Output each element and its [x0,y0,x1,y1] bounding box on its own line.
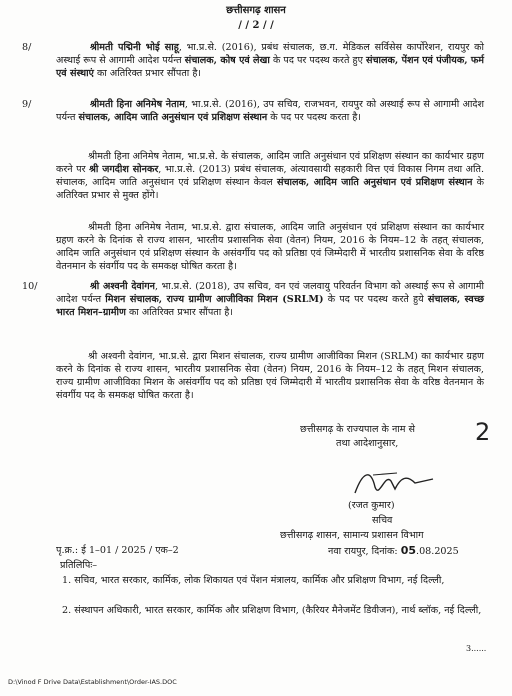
endorsement-number [56,545,179,557]
paragraph-text: के पद पर पदस्थ करते हुए [269,55,366,67]
paragraph-number: 9/ [22,99,32,110]
officer-name: श्रीमती पद्मिनी भोई साहू [90,42,179,53]
paragraph-number: 8/ [22,42,32,53]
paragraph-9 [22,98,485,124]
paragraph-9-declaration: श्रीमती हिना अनिमेष नेताम, भा.प्र.से. द्वारा संचालक, आदिम जाति अनुसंधान एवं प्रशिक्षण संस्थान का कार्यभार ग्रहण करने के दिनांक से राज्य शासन, भारतीय प्रशासनिक सेवा (वेतन) नियम, 2016 के नियम–12 के तहत् संचालक, आदिम जाति अनुसंधान एवं प्रशिक्षण संस्थान के असंवर्गीय पद को प्रतिष्ठा एवं जिम्मेदारी में भारतीय प्रशासनिक सेवा के वरिष्ठ वेतनमान के संवर्गीय पद के समकक्ष घोषित करता है। [56,222,484,273]
endorsement-prefix: पृ.क्र.: ई 1–01 / [56,545,119,556]
paragraph-10-declaration: श्री अश्वनी देवांगन, भा.प्र.से. द्वारा मिशन संचालक, राज्य ग्रामीण आजीविका मिशन (SRLM) का कार्यभार ग्रहण करने के दिनांक से राज्य शासन, भारतीय प्रशासनिक सेवा (वेतन) नियम, 2016 के नियम–12 के तहत् मिशन संचालक, राज्य ग्रामीण आजीविका मिशन के असंवर्गीय पद को प्रतिष्ठा एवं जिम्मेदारी में भारतीय प्रशासनिक सेवा के वरिष्ठ वेतनमान के संवर्गीय पद के समकक्ष घोषित करता है। [56,351,484,402]
file-path: D:\Vinod F Drive Data\Establishment\Order-IAS.DOC [8,678,177,686]
paragraph-text: , भा.प्र.से. (2013) प्रबंध संचालक, अंत्यावसायी सहकारी वित्त एवं विकास निगम तथा अति. संचालक, आदिम जाति अनुसंधान एवं प्रशिक्षण संस्थान केवल [56,164,485,189]
post-name: संचालक, स्वच्छ भारत मिशन–ग्रामीण [56,294,484,319]
order-line: तथा आदेशानुसार, [336,438,399,449]
department-line: छत्तीसगढ़ शासन, सामान्य प्रशासन विभाग [280,530,424,541]
copy-item-2: 2. संस्थापन अधिकारी, भारत सरकार, कार्मिक और प्रशिक्षण विभाग, (कैरियर मैनेजमेंट डिवीजन), नार्थ ब्लॉक, नई दिल्ली, [62,605,482,616]
post-name: संचालक, कोष एवं लेखा [184,55,270,67]
paragraph-text: का अतिरिक्त प्रभार सौंपता है। [93,68,202,80]
next-page-marker: 3...... [466,644,487,653]
officer-name: श्री जगदीश सोनकर [89,164,159,176]
signatory-designation: सचिव [372,515,393,526]
paragraph-text: के पद पर पदस्थ करते हुये [323,294,428,306]
paragraph-number: 10/ [22,281,38,292]
post-name: मिशन संचालक, राज्य ग्रामीण आजीविका मिशन (SRLM) [105,294,324,306]
copy-item-1: 1. सचिव, भारत सरकार, कार्मिक, लोक शिकायत एवं पेंशन मंत्रालय, कार्मिक और प्रशिक्षण विभाग, नई दिल्ली, [62,575,445,586]
paragraph-8 [22,41,485,80]
paragraph-text: का अतिरिक्त प्रभार सौंपता है। [125,307,234,319]
paragraph-text: , भा.प्र.से. (2016), प्रबंध संचालक, छ.ग. मेडिकल सर्विसेस कार्पोरेशन, रायपुर को अस्थाई रूप से आगामी आदेश पर्यन्त [56,42,484,67]
paragraph-text: श्रीमती हिना अनिमेष नेताम, भा.प्र.से. के संचालक, आदिम जाति अनुसंधान एवं प्रशिक्षण संस्थान का कार्यभार ग्रहण करने पर [56,151,484,176]
paragraph-text: , भा.प्र.से. (2016), उप सचिव, राजभवन, रायपुर को अस्थाई रूप से आगामी आदेश पर्यन्त [56,99,485,124]
signatory-name: (रजत कुमार) [348,500,395,511]
officer-name: श्री अश्वनी देवांगन [90,281,155,292]
copy-to-label: प्रतिलिपिः– [60,560,98,571]
paragraph-text: , भा.प्र.से. (2018), उप सचिव, वन एवं जलवायु परिवर्तन विभाग को अस्थाई रूप से आगामी आदेश पर्यन्त [56,281,484,306]
paragraph-text: के अतिरिक्त प्रभार से मुक्त होंगे। [56,177,484,202]
place-date-line [328,545,459,558]
handwritten-number: 2 [475,418,491,446]
paragraph-9-relief [56,150,484,202]
governor-name-line: छत्तीसगढ़ के राज्यपाल के नाम से [300,424,416,435]
paragraph-text: के पद पर पदस्थ करता है। [267,112,362,124]
endorsement-suffix: / एक–2 [148,545,179,556]
place-date-label: नवा रायपुर, दिनांक: [328,546,398,557]
handwritten-date: 05 [400,544,417,557]
post-name: संचालक, आदिम जाति अनुसंधान एवं प्रशिक्षण संस्थान [78,112,268,124]
page-marker: / / 2 / / [238,20,274,31]
page-header-title: छत्तीसगढ़ शासन [226,5,286,16]
endorsement-year: 2025 [121,545,146,556]
date-suffix: .08.2025 [416,546,459,557]
officer-name: श्रीमती हिना अनिमेष नेताम [90,99,185,110]
post-name: संचालक, आदिम जाति अनुसंधान एवं प्रशिक्षण संस्थान [276,177,473,189]
post-name: संचालक, पेंशन एवं पंजीयक, फर्म एवं संस्थाएं [56,55,485,80]
paragraph-10 [22,280,484,319]
